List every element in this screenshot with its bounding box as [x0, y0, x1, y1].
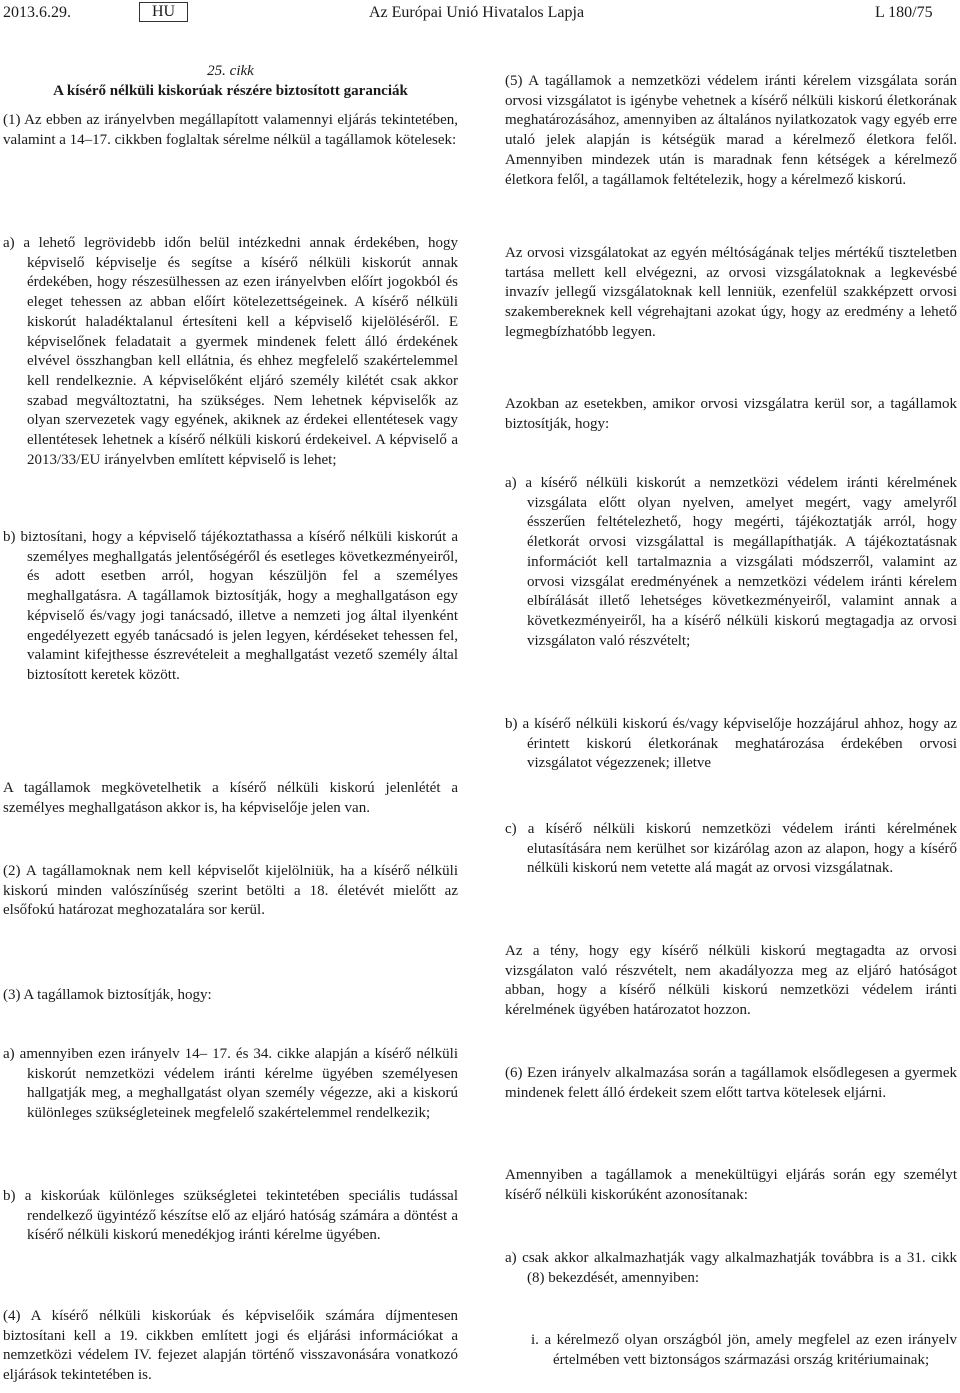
header-date: 2013.6.29. — [3, 4, 71, 21]
paragraph-5-refusal: Az a tény, hogy egy kísérő nélküli kiskorú megtagadta az orvosi vizsgálaton való részvételt, nem akadályozza meg az eljáró hatóságot abban, hogy a kísérő nélküli kiskorú nemzetközi védelem iránti kérelmének ügyében határozatot hozzon. — [505, 943, 957, 1019]
paragraph-6: (6) Ezen irányelv alkalmazása során a tagállamok elsődlegesen a gyermek mindenek felett álló érdekeit szem előtt tartva kötelesek eljárni. — [505, 1065, 957, 1101]
article-number: 25. cikk — [207, 63, 254, 79]
paragraph-3-a: a) amennyiben ezen irányelv 14– 17. és 34. cikke alapján a kísérő nélküli kiskorút nemzetközi védelem iránti kérelme ügyében személyesen hallgatják meg, a meghallgatást olyan személy végezze, aki a kiskorú különleges szükségleteinek megfelelő szakértelemmel rendelkezik; — [3, 1046, 458, 1122]
paragraph-5-cases: Azokban az esetekben, amikor orvosi vizsgálatra kerül sor, a tagállamok biztosítják, hogy: — [505, 396, 957, 432]
paragraph-5: (5) A tagállamok a nemzetközi védelem iránti kérelem vizsgálata során orvosi vizsgálatot is igénybe vehetnek a kísérő nélküli kiskorú életkorának meghatározásához, amennyiben az általános nyilatkozatok vagy egyéb erre utaló jelek alapján is kétségük marad a kérelmező életkora felől. Amennyiben mindezek után is maradnak fenn kétségek a kérelmező életkora felől, a tagállamok feltételezik, hogy a kérelmező kiskorú. — [505, 73, 957, 188]
paragraph-5-medical: Az orvosi vizsgálatokat az egyén méltóságának teljes mértékű tiszteletben tartása mellett kell elvégezni, az orvosi vizsgálatoknak a legkevésbé invazív jellegű vizsgálatoknak kell lenniük, ezenfelül szakképzett orvosi szakembereknek kell végrehajtani azokat úgy, hogy az eredmény a lehető legmegbízhatóbb legyen. — [505, 245, 957, 340]
paragraph-6-identification: Amennyiben a tagállamok a menekültügyi eljárás során egy személyt kísérő nélküli kiskorúként azonosítanak: — [505, 1167, 957, 1203]
journal-title: Az Európai Unió Hivatalos Lapja — [369, 4, 585, 21]
page-header — [0, 0, 960, 30]
paragraph-5-b: b) a kísérő nélküli kiskorú és/vagy képviselője hozzájárul ahhoz, hogy az érintett kiskorú életkorának meghatározása érdekében orvosi vizsgálatot végezzenek; illetve — [505, 716, 957, 772]
page-number: L 180/75 — [875, 4, 933, 21]
paragraph-1: (1) Az ebben az irányelvben megállapított valamennyi eljárás tekintetében, valamint a 14–17. cikkben foglaltak sérelme nélkül a tagállamok kötelesek: — [3, 112, 458, 148]
paragraph-3-b: b) a kiskorúak különleges szükségletei tekintetében speciális tudással rendelkező ügyintéző készítse elő az eljáró hatóság számára a döntést a kísérő nélküli kiskorú menedékjog iránti kérelme ügyében. — [3, 1188, 458, 1244]
paragraph-3: (3) A tagállamok biztosítják, hogy: — [3, 987, 212, 1003]
paragraph-6-a-i: i. a kérelmező olyan országból jön, amely megfelel az ezen irányelv értelmében vett biztonságos származási ország kritériumainak; — [531, 1332, 957, 1368]
paragraph-1-closing: A tagállamok megkövetelhetik a kísérő nélküli kiskorú jelenlétét a személyes meghallgatáson akkor is, ha képviselője jelen van. — [3, 780, 458, 816]
paragraph-1-b: b) biztosítani, hogy a képviselő tájékoztathassa a kísérő nélküli kiskorút a személyes meghallgatás jelentőségéről és esetleges következményeiről, és adott esetben arról, hogyan készüljön fel a személyes meghallgatásra. A tagállamok biztosítják, hogy a meghallgatáson egy képviselő és/vagy jogi tanácsadó, illetve a nemzeti jog által ilyenként engedélyezett egyéb tanácsadó is jelen legyen, kérdéseket tehessen fel, valamint kifejthesse észrevételeit a meghallgatást vezető személy által biztosított keretek között. — [3, 529, 458, 683]
language-badge: HU — [139, 2, 188, 22]
paragraph-6-a: a) csak akkor alkalmazhatják vagy alkalmazhatják továbbra is a 31. cikk (8) bekezdését, amennyiben: — [505, 1250, 957, 1286]
paragraph-5-c: c) a kísérő nélküli kiskorú nemzetközi védelem iránti kérelmének elutasítására nem kerülhet sor kizárólag azon az alapon, hogy a kísérő nélküli kiskorú nem vetette alá magát az orvosi vizsgálatnak. — [505, 821, 957, 877]
paragraph-2: (2) A tagállamoknak nem kell képviselőt kijelölniük, ha a kísérő nélküli kiskorú minden valószínűség szerint betölti a 18. életévét mielőtt az elsőfokú határozat meghozatalára sor kerül. — [3, 863, 458, 919]
paragraph-1-a: a) a lehető legrövidebb időn belül intézkedni annak érdekében, hogy képviselő képviselje és segítse a kísérő nélküli kiskorút annak érdekében, hogy részesülhessen az ezen irányelvben előírt jogokból és eleget tehessen az abban előírt kötelezettségeinek. A kísérő nélküli kiskorút haladéktalanul értesíteni kell a képviselő kijelöléséről. E képviselőnek feladatait a gyermek mindenek felett álló érdekének elvével összhangban kell ellátnia, és ehhez megfelelő szakértelemmel kell rendelkeznie. A képviselőként eljáró személy kilétét csak akkor szabad megváltoztatni, ha szükséges. Nem lehetnek képviselők az olyan szervezetek vagy egyének, akiknek az érdekei ellentétesek vagy ellentétesek lehetnek a kísérő nélküli kiskorú érdekeivel. A képviselő a 2013/33/EU irányelvben említett képviselő is lehet; — [3, 235, 458, 468]
paragraph-4: (4) A kísérő nélküli kiskorúak és képviselőik számára díjmentesen biztosítani kell a 19. cikkben említett jogi és eljárási információkat a nemzetközi védelem IV. fejezet alapján történő visszavonására vonatkozó eljárások tekintetében is. — [3, 1308, 458, 1384]
article-title: A kísérő nélküli kiskorúak részére biztosított garanciák — [53, 83, 408, 99]
paragraph-5-a: a) a kísérő nélküli kiskorút a nemzetközi védelem iránti kérelmének vizsgálata előtt olyan nyelven, amelyet megért, vagy amelyről ésszerűen feltételezhető, hogy megérti, tájékoztatják arról, hogy életkorát orvosi vizsgálattal is megállapíthatják. A tájékoztatásnak információt kell tartalmaznia a vizsgálati módszerről, valamint az orvosi vizsgálat eredményének a nemzetközi védelem iránti kérelem elbírálását illető lehetséges következményeiről, valamint annak a következményeiről, ha a kísérő nélküli kiskorú megtagadja az orvosi vizsgálaton való részvételt; — [505, 475, 957, 649]
